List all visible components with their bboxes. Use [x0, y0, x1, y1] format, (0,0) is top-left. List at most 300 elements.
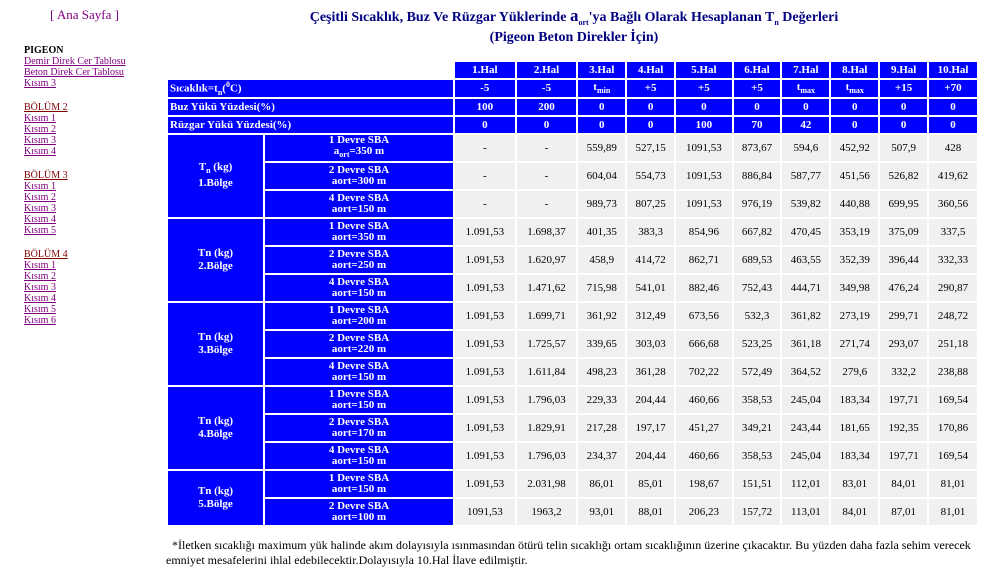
zone-label [168, 219, 263, 301]
span-length [265, 260, 453, 271]
circuit-name: 4 Devre SBA [328, 443, 390, 456]
circuit-label [265, 471, 453, 497]
tension-value: 245,04 [782, 387, 829, 413]
tension-value: 451,27 [676, 415, 731, 441]
span-length [265, 204, 453, 215]
circuit-name: 1 Devre SBA [328, 219, 390, 232]
nav-link[interactable]: Kısım 2 [24, 192, 56, 203]
temperature-cell [455, 80, 515, 97]
span-part: aort=150 m [331, 454, 387, 467]
span-length [265, 232, 453, 243]
zone-region: 2.Bölge [198, 259, 233, 272]
temperature-value: t [593, 81, 597, 94]
label-part: ( [222, 82, 226, 95]
table-row [168, 499, 977, 525]
tension-value: 169,54 [929, 387, 977, 413]
temperature-sub: max [800, 86, 816, 96]
case-header: 5.Hal [676, 62, 731, 78]
tension-value: 293,07 [880, 331, 927, 357]
zone-region: 1.Bölge [198, 177, 233, 190]
span-part: aort=200 m [331, 314, 387, 327]
table-row [168, 471, 977, 497]
tension-value: 352,39 [831, 247, 878, 273]
wind-cell: 0 [880, 117, 927, 133]
header-corner [168, 62, 453, 78]
table-row [168, 359, 977, 385]
zone-label [168, 135, 263, 217]
tension-value: 440,88 [831, 191, 878, 217]
tension-value: 886,84 [734, 163, 781, 189]
footnote [166, 538, 982, 568]
zone-region: 5.Bölge [198, 497, 233, 510]
case-header: 8.Hal [831, 62, 878, 78]
circuit-name: 2 Devre SBA [328, 415, 390, 428]
tension-value: 594,6 [782, 135, 829, 161]
temperature-cell [782, 80, 829, 97]
label-sub: n [217, 87, 223, 97]
tension-value: 358,53 [734, 443, 781, 469]
circuit-label [265, 303, 453, 329]
ice-cell: 0 [929, 99, 977, 115]
tension-value: 151,51 [734, 471, 781, 497]
circuit-name: 2 Devre SBA [328, 331, 390, 344]
tension-value: 1.091,53 [455, 471, 515, 497]
tension-value: 81,01 [929, 471, 977, 497]
tension-value: 337,5 [929, 219, 977, 245]
table-row [168, 415, 977, 441]
tension-value: 170,86 [929, 415, 977, 441]
circuit-label [265, 163, 453, 189]
nav-section-title: BÖLÜM 3 [24, 170, 68, 181]
tension-value: 1091,53 [676, 135, 731, 161]
temperature-value: -5 [541, 82, 552, 95]
ice-cell: 0 [627, 99, 674, 115]
tension-value: 332,2 [880, 359, 927, 385]
tension-value: 1.091,53 [455, 275, 515, 301]
zone-name-part: Tn (kg) [197, 414, 234, 427]
tension-value: 976,19 [734, 191, 781, 217]
circuit-name: 2 Devre SBA [328, 163, 390, 176]
tension-value: 444,71 [782, 275, 829, 301]
tension-value: 1.471,62 [517, 275, 577, 301]
tension-value: - [517, 135, 577, 161]
tension-value: 1.796,03 [517, 443, 577, 469]
nav-link[interactable]: Kısım 2 [24, 271, 56, 282]
tension-value: 1.091,53 [455, 331, 515, 357]
span-length [265, 484, 453, 495]
circuit-name: 2 Devre SBA [328, 499, 390, 512]
tension-value: 1.611,84 [517, 359, 577, 385]
circuit-label [265, 499, 453, 525]
zone-name-part: Tn (kg) [197, 484, 234, 497]
tension-value: 414,72 [627, 247, 674, 273]
tension-value: 1963,2 [517, 499, 577, 525]
tension-value: 198,67 [676, 471, 731, 497]
nav-link[interactable]: Demir Direk Cer Tablosu [24, 56, 126, 67]
tension-value: 349,21 [734, 415, 781, 441]
wind-row [168, 117, 977, 133]
span-part: aort=170 m [331, 426, 387, 439]
tension-value: 181,65 [831, 415, 878, 441]
wind-cell: 0 [627, 117, 674, 133]
tension-value: 169,54 [929, 443, 977, 469]
temperature-cell [880, 80, 927, 97]
tension-value: 532,3 [734, 303, 781, 329]
nav-link[interactable]: Kısım 5 [24, 225, 56, 236]
tension-value: 452,92 [831, 135, 878, 161]
nav-link[interactable]: Beton Direk Cer Tablosu [24, 67, 124, 78]
case-header: 3.Hal [578, 62, 625, 78]
tension-value: 702,22 [676, 359, 731, 385]
tension-value: 383,3 [627, 219, 674, 245]
tension-value: 360,56 [929, 191, 977, 217]
span-length [265, 316, 453, 327]
temperature-cell [517, 80, 577, 97]
sidebar-nav [24, 45, 126, 339]
tension-value: 470,45 [782, 219, 829, 245]
circuit-name: 1 Devre SBA [328, 387, 390, 400]
temperature-label [168, 80, 453, 97]
nav-section [24, 102, 126, 157]
ice-cell: 0 [782, 99, 829, 115]
nav-link[interactable]: Kısım 3 [24, 135, 56, 146]
footnote-text: *İletken sıcaklığı maximum yük halinde akım dolayısıyla ısınmasından ötürü telin sıcaklığı ortam sıcaklığının üzerine çıkacaktır. Bu yüzden daha fazla sehim verecek emniyet mesafelerini ihlal edebilecektir.Dolayısıyla 10.Hal İlave edilmiştir. [166, 538, 971, 567]
wind-cell: 0 [578, 117, 625, 133]
nav-link[interactable]: Kısım 6 [24, 315, 56, 326]
case-header: 9.Hal [880, 62, 927, 78]
zone-name [168, 415, 263, 428]
circuit-name: 1 Devre SBA [328, 134, 390, 147]
tension-value: 192,35 [880, 415, 927, 441]
span-part: aort=350 m [331, 230, 387, 243]
case-header: 4.Hal [627, 62, 674, 78]
nav-link[interactable]: Kısım 3 [24, 282, 56, 293]
tension-value: 251,18 [929, 331, 977, 357]
tension-value: 451,56 [831, 163, 878, 189]
tension-value: 1.091,53 [455, 415, 515, 441]
tension-value: 157,72 [734, 499, 781, 525]
span-part: aort=150 m [331, 202, 387, 215]
tension-value: 375,09 [880, 219, 927, 245]
temperature-cell [578, 80, 625, 97]
tension-value: 353,19 [831, 219, 878, 245]
zone-name-part: (kg) [210, 161, 233, 174]
case-header: 6.Hal [734, 62, 781, 78]
tension-value: 229,33 [578, 387, 625, 413]
tension-value: - [517, 191, 577, 217]
zone-name [168, 331, 263, 344]
tension-value: 183,34 [831, 387, 878, 413]
table-row [168, 191, 977, 217]
zone-name [168, 485, 263, 498]
tension-table [166, 60, 979, 527]
tension-value: 204,44 [627, 387, 674, 413]
zone-name [168, 161, 263, 177]
zone-name-sub: n [206, 166, 211, 176]
nav-link[interactable]: Kısım 4 [24, 146, 56, 157]
tension-value: 752,43 [734, 275, 781, 301]
tension-value: 807,25 [627, 191, 674, 217]
span-length [265, 344, 453, 355]
temperature-value: +70 [944, 82, 962, 95]
tension-value: 873,67 [734, 135, 781, 161]
tension-value: 86,01 [578, 471, 625, 497]
tension-value: 1.091,53 [455, 387, 515, 413]
tension-value: 1091,53 [676, 163, 731, 189]
tension-value: 527,15 [627, 135, 674, 161]
ice-row [168, 99, 977, 115]
tension-value: 87,01 [880, 499, 927, 525]
span-length [265, 146, 453, 160]
zone-name-part: Tn (kg) [197, 330, 234, 343]
span-length [265, 456, 453, 467]
tension-value: 460,66 [676, 387, 731, 413]
table-row [168, 303, 977, 329]
wind-cell: 0 [455, 117, 515, 133]
nav-link[interactable]: Kısım 1 [24, 113, 56, 124]
nav-link[interactable]: Kısım 5 [24, 304, 56, 315]
tension-value: 862,71 [676, 247, 731, 273]
temperature-sub: max [849, 86, 864, 96]
table-row [168, 443, 977, 469]
tension-value: 673,56 [676, 303, 731, 329]
title-symbol: a [569, 6, 579, 25]
tension-value: 715,98 [578, 275, 625, 301]
table-row [168, 275, 977, 301]
tension-value: 419,62 [929, 163, 977, 189]
span-part: aort=150 m [331, 370, 387, 383]
temperature-cell [831, 80, 878, 97]
tension-value: 1091,53 [455, 499, 515, 525]
span-part: aort=150 m [331, 482, 387, 495]
circuit-label [265, 135, 453, 161]
tension-value: 245,04 [782, 443, 829, 469]
temperature-sub: min [596, 86, 611, 96]
tension-value: 559,89 [578, 135, 625, 161]
nav-link[interactable]: Kısım 3 [24, 203, 56, 214]
tension-value: - [455, 135, 515, 161]
title-part: Çeşitli Sıcaklık, Buz Ve Rüzgar Yüklerinde [309, 10, 570, 25]
tension-value: 273,19 [831, 303, 878, 329]
circuit-name: 1 Devre SBA [328, 471, 390, 484]
nav-link[interactable]: Kısım 1 [24, 260, 56, 271]
tension-value: 312,49 [627, 303, 674, 329]
tension-value: 361,82 [782, 303, 829, 329]
nav-section [24, 45, 126, 89]
nav-section-title: PIGEON [24, 45, 64, 56]
tension-value: 84,01 [880, 471, 927, 497]
title-part: Değerleri [778, 10, 839, 25]
span-length [265, 512, 453, 523]
page-title-line1 [166, 8, 982, 30]
tension-value: 476,24 [880, 275, 927, 301]
table-row [168, 331, 977, 357]
tension-value: 339,65 [578, 331, 625, 357]
ice-cell: 0 [578, 99, 625, 115]
ice-cell: 0 [734, 99, 781, 115]
wind-cell: 70 [734, 117, 781, 133]
span-part: aort=100 m [331, 510, 387, 523]
zone-name [168, 247, 263, 260]
tension-value: 1091,53 [676, 191, 731, 217]
tension-value: 882,46 [676, 275, 731, 301]
tension-value: 587,77 [782, 163, 829, 189]
tension-value: 1.725,57 [517, 331, 577, 357]
span-part: aort=250 m [331, 258, 387, 271]
tension-value: 460,66 [676, 443, 731, 469]
zone-region: 4.Bölge [198, 427, 233, 440]
tension-value: 1.698,37 [517, 219, 577, 245]
tension-value: 279,6 [831, 359, 878, 385]
circuit-label [265, 415, 453, 441]
tension-value: 1.091,53 [455, 219, 515, 245]
ice-cell: 0 [880, 99, 927, 115]
nav-link[interactable]: Kısım 2 [24, 124, 56, 135]
page-title [166, 8, 982, 45]
title-sub: ort [578, 17, 589, 27]
tension-value: 303,03 [627, 331, 674, 357]
ice-cell: 100 [455, 99, 515, 115]
tension-value: 539,82 [782, 191, 829, 217]
case-header: 7.Hal [782, 62, 829, 78]
circuit-name: 4 Devre SBA [328, 275, 390, 288]
circuit-label [265, 359, 453, 385]
tension-value: 2.031,98 [517, 471, 577, 497]
circuit-name: 4 Devre SBA [328, 359, 390, 372]
tension-value: 1.829,91 [517, 415, 577, 441]
table-row [168, 247, 977, 273]
nav-link[interactable]: Kısım 3 [24, 78, 56, 89]
circuit-name: 4 Devre SBA [328, 191, 390, 204]
ice-cell: 0 [676, 99, 731, 115]
tension-value: 217,28 [578, 415, 625, 441]
tension-value: 1.091,53 [455, 359, 515, 385]
tension-value: 689,53 [734, 247, 781, 273]
tension-value: 526,82 [880, 163, 927, 189]
span-length [265, 372, 453, 383]
tension-value: 112,01 [782, 471, 829, 497]
nav-link[interactable]: Kısım 4 [24, 293, 56, 304]
tension-value: 234,37 [578, 443, 625, 469]
tension-value: - [517, 163, 577, 189]
home-link[interactable]: [ Ana Sayfa ] [50, 7, 119, 22]
temperature-cell [929, 80, 977, 97]
span-part: aort=150 m [331, 398, 387, 411]
span-part: aort=300 m [331, 174, 387, 187]
tension-value: 1.091,53 [455, 443, 515, 469]
table-row [168, 135, 977, 161]
tension-value: 361,18 [782, 331, 829, 357]
wind-cell: 0 [831, 117, 878, 133]
tension-value: 667,82 [734, 219, 781, 245]
tension-value: 83,01 [831, 471, 878, 497]
tension-value: 243,44 [782, 415, 829, 441]
header-row [168, 62, 977, 78]
span-length [265, 428, 453, 439]
circuit-label [265, 331, 453, 357]
zone-label [168, 387, 263, 469]
tension-value: 88,01 [627, 499, 674, 525]
span-part: a [333, 145, 340, 158]
table-row [168, 387, 977, 413]
nav-link[interactable]: Kısım 1 [24, 181, 56, 192]
tension-value: 206,23 [676, 499, 731, 525]
tension-value: 554,73 [627, 163, 674, 189]
tension-value: 204,44 [627, 443, 674, 469]
tension-value: 85,01 [627, 471, 674, 497]
zone-region: 3.Bölge [198, 343, 233, 356]
tension-value: - [455, 191, 515, 217]
nav-link[interactable]: Kısım 4 [24, 214, 56, 225]
span-length [265, 288, 453, 299]
case-header: 2.Hal [517, 62, 577, 78]
tension-value: 197,17 [627, 415, 674, 441]
circuit-label [265, 219, 453, 245]
home-link-wrapper [50, 7, 119, 23]
tension-value: 666,68 [676, 331, 731, 357]
temperature-value: t [845, 81, 850, 94]
tension-value: 113,01 [782, 499, 829, 525]
span-part: =350 m [349, 145, 385, 158]
circuit-name: 1 Devre SBA [328, 303, 390, 316]
wind-cell: 42 [782, 117, 829, 133]
zone-name-part: Tn (kg) [197, 246, 234, 259]
tension-value: 523,25 [734, 331, 781, 357]
wind-label: Rüzgar Yükü Yüzdesi(%) [168, 117, 453, 133]
wind-cell: 0 [929, 117, 977, 133]
tension-value: 507,9 [880, 135, 927, 161]
temperature-value: -5 [480, 82, 490, 95]
case-header: 10.Hal [929, 62, 977, 78]
tension-value: 1.796,03 [517, 387, 577, 413]
zone-label [168, 471, 263, 525]
wind-cell: 100 [676, 117, 731, 133]
span-part: aort=220 m [331, 342, 387, 355]
temperature-value: +15 [895, 82, 913, 95]
circuit-label [265, 191, 453, 217]
tension-value: 84,01 [831, 499, 878, 525]
tension-value: 183,34 [831, 443, 878, 469]
tension-value: - [455, 163, 515, 189]
tension-value: 197,71 [880, 443, 927, 469]
page-subtitle: (Pigeon Beton Direkler İçin) [489, 29, 659, 45]
title-sub: n [774, 17, 779, 27]
tension-value: 197,71 [880, 387, 927, 413]
tension-value: 572,49 [734, 359, 781, 385]
label-part: Sıcaklık=t [170, 82, 218, 95]
table-row [168, 219, 977, 245]
tension-value: 401,35 [578, 219, 625, 245]
nav-section-title: BÖLÜM 2 [24, 102, 68, 113]
tension-value: 428 [929, 135, 977, 161]
label-sup: 0 [225, 80, 230, 89]
label-part: C) [229, 82, 242, 95]
nav-section-title: BÖLÜM 4 [24, 249, 68, 260]
span-length [265, 176, 453, 187]
span-sub: ort [339, 150, 350, 160]
case-header: 1.Hal [455, 62, 515, 78]
tension-value: 81,01 [929, 499, 977, 525]
tension-value: 332,33 [929, 247, 977, 273]
wind-cell: 0 [517, 117, 577, 133]
tension-value: 541,01 [627, 275, 674, 301]
temperature-value: +5 [751, 82, 763, 95]
circuit-label [265, 387, 453, 413]
tension-value: 299,71 [880, 303, 927, 329]
ice-label: Buz Yükü Yüzdesi(%) [168, 99, 453, 115]
temperature-value: +5 [697, 82, 710, 95]
tension-value: 699,95 [880, 191, 927, 217]
